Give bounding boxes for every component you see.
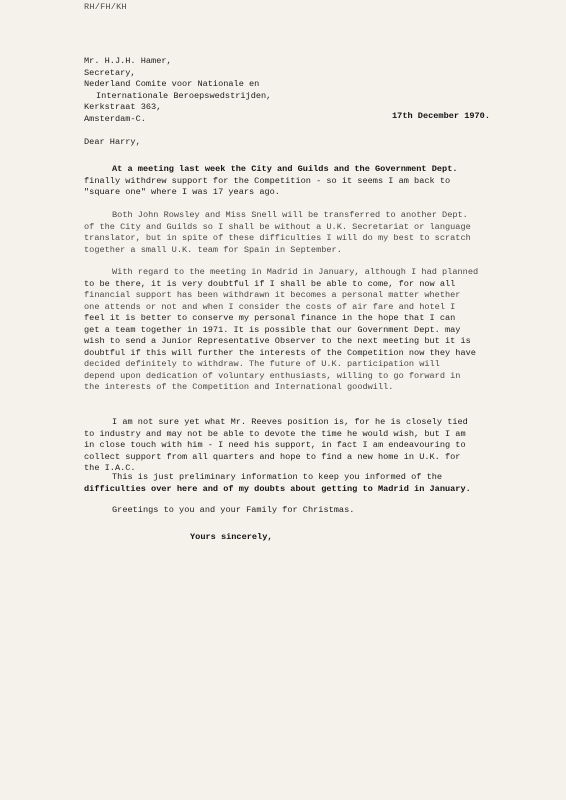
address-line: Internationale Beroepswedstrijden,: [96, 90, 272, 101]
text-line: collect support from all quarters and hope to find a new home in U.K. for: [84, 451, 461, 462]
text-line: together a small U.K. team for Spain in September.: [84, 244, 342, 255]
text-line: the interests of the Competition and International goodwill.: [84, 382, 394, 392]
reference-code: RH/FH/KH: [84, 2, 127, 12]
text-line: I am not sure yet what Mr. Reeves position is, for he is closely tied: [112, 417, 468, 427]
address-line: Nederland Comite voor Nationale en: [84, 79, 260, 89]
address-line: Secretary,: [84, 67, 136, 78]
text-line: finally withdrew support for the Competition - so it seems I am back to: [84, 175, 451, 186]
letter-date: 17th December 1970.: [392, 111, 490, 121]
text-line: of the City and Guilds so I shall be without a U.K. Secretariat or language: [84, 221, 471, 232]
text-line: to be there, it is very doubtful if I shall be able to come, for now all: [84, 278, 456, 289]
text-line: Both John Rowsley and Miss Snell will be transferred to another Dept.: [112, 210, 468, 220]
paragraph-1: [84, 164, 508, 199]
address-line: Kerkstraat 363,: [84, 102, 162, 112]
paragraph-5: [84, 472, 508, 495]
paragraph-4: [84, 417, 508, 475]
text-line: difficulties over here and of my doubts about getting to Madrid in January.: [84, 483, 471, 494]
closing: Yours sincerely,: [190, 532, 273, 542]
text-line: financial support has been withdrawn it becomes a personal matter whether: [84, 290, 461, 300]
salutation: Dear Harry,: [84, 137, 141, 147]
text-line: "square one" where I was 17 years ago.: [84, 187, 280, 197]
paragraph-6: [84, 505, 508, 517]
text-line: in close touch with him - I need his support, in fact I am endeavouring to: [84, 440, 466, 450]
text-line: the I.A.C.: [84, 463, 136, 473]
text-line: At a meeting last week the City and Guilds and the Government Dept.: [112, 164, 458, 174]
text-line: With regard to the meeting in Madrid in January, although I had planned: [112, 267, 479, 277]
text-line: translator, but in spite of these difficulties I will do my best to scratch: [84, 233, 471, 243]
text-line: doubtful if this will further the interests of the Competition now they have: [84, 347, 476, 358]
text-line: This is just preliminary information to keep you informed of the: [112, 472, 443, 482]
text-line: get a team together in 1971. It is possible that our Government Dept. may: [84, 324, 461, 335]
paragraph-2: [84, 210, 508, 256]
text-line: Greetings to you and your Family for Christmas.: [112, 505, 355, 515]
text-line: feel it is better to conserve my personal finance in the hope that I can: [84, 313, 456, 323]
text-line: depend upon dedication of voluntary enthusiasts, willing to go forward in: [84, 370, 461, 381]
address-line: Mr. H.J.H. Hamer,: [84, 56, 172, 66]
paragraph-3: [84, 267, 508, 394]
text-line: to industry and may not be able to devote the time he would wish, but I am: [84, 428, 466, 439]
text-line: decided definitely to withdraw. The future of U.K. participation will: [84, 359, 440, 369]
text-line: wish to send a Junior Representative Observer to the next meeting but it is: [84, 336, 471, 346]
recipient-address: [84, 56, 414, 125]
address-line: Amsterdam-C.: [84, 113, 146, 124]
text-line: one attends or not and when I consider the costs of air fare and hotel I: [84, 301, 456, 312]
